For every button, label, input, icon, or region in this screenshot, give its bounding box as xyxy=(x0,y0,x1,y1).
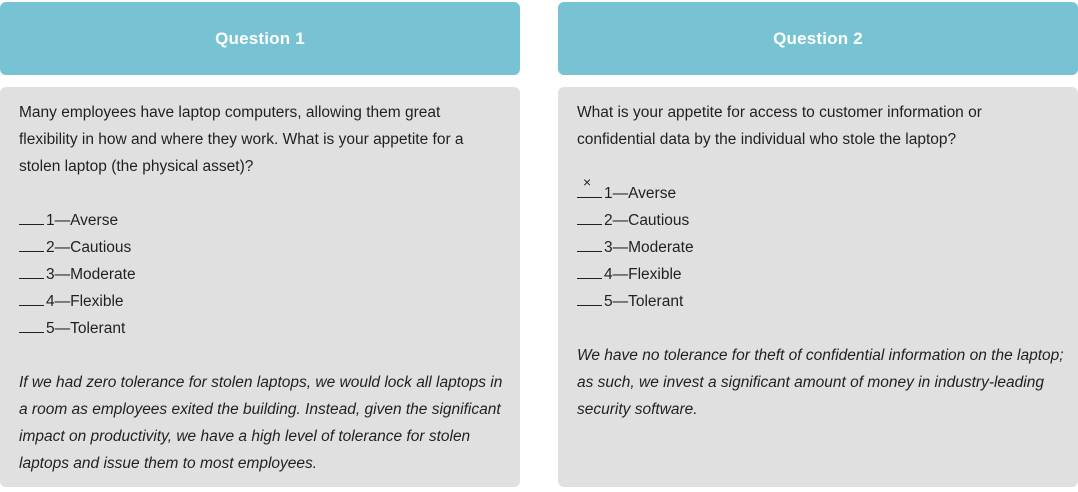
question-1-option-1[interactable] xyxy=(19,207,510,234)
answer-blank[interactable] xyxy=(577,210,602,225)
question-2-card xyxy=(558,87,1078,487)
option-label: 4—Flexible xyxy=(46,293,124,310)
question-2-option-2[interactable] xyxy=(577,207,1068,234)
question-2-option-1[interactable] xyxy=(577,174,1068,207)
question-1-title: Question 1 xyxy=(215,28,305,48)
question-2-options xyxy=(577,174,1068,315)
answer-blank[interactable] xyxy=(19,210,44,225)
question-2-header xyxy=(558,2,1078,75)
question-1-option-4[interactable] xyxy=(19,288,510,315)
question-2-note: We have no tolerance for theft of confidential information on the laptop; as such, we invest a significant amount of money in industry-leading security software. xyxy=(577,347,1064,418)
option-label: 5—Tolerant xyxy=(604,293,684,310)
question-2-option-3[interactable] xyxy=(577,234,1068,261)
option-label: 4—Flexible xyxy=(604,266,682,283)
option-label: 2—Cautious xyxy=(604,212,690,229)
option-label: 2—Cautious xyxy=(46,239,132,256)
question-2-column xyxy=(558,2,1078,418)
question-1-column xyxy=(0,2,520,472)
question-2-text: What is your appetite for access to customer information or confidential data by the individual who stole the laptop? xyxy=(577,104,982,148)
question-1-option-2[interactable] xyxy=(19,234,510,261)
option-label: 3—Moderate xyxy=(604,239,694,256)
option-label: 3—Moderate xyxy=(46,266,136,283)
question-1-option-5[interactable] xyxy=(19,315,510,342)
answer-blank[interactable] xyxy=(19,318,44,333)
answer-blank[interactable] xyxy=(577,174,602,198)
question-1-option-3[interactable] xyxy=(19,261,510,288)
option-label: 1—Averse xyxy=(604,185,677,202)
question-2-title: Question 2 xyxy=(773,28,863,48)
answer-blank[interactable] xyxy=(577,291,602,306)
answer-blank[interactable] xyxy=(577,237,602,252)
answer-mark: × xyxy=(583,174,592,190)
question-1-card xyxy=(0,87,520,487)
question-1-header xyxy=(0,2,520,75)
question-1-note: If we had zero tolerance for stolen laptops, we would lock all laptops in a room as employees exited the building. Instead, given the significant impact on productivity, we have a high level of tolerance for stolen laptops and issue them to most employees. xyxy=(19,374,503,472)
answer-blank[interactable] xyxy=(19,291,44,306)
answer-blank[interactable] xyxy=(19,264,44,279)
answer-blank[interactable] xyxy=(577,264,602,279)
answer-blank[interactable] xyxy=(19,237,44,252)
question-1-options xyxy=(19,207,510,342)
option-label: 1—Averse xyxy=(46,212,119,229)
question-2-option-4[interactable] xyxy=(577,261,1068,288)
question-2-option-5[interactable] xyxy=(577,288,1068,315)
option-label: 5—Tolerant xyxy=(46,320,126,337)
question-1-text: Many employees have laptop computers, allowing them great flexibility in how and where they work. What is your appetite for a stolen laptop (the physical asset)? xyxy=(19,104,464,175)
